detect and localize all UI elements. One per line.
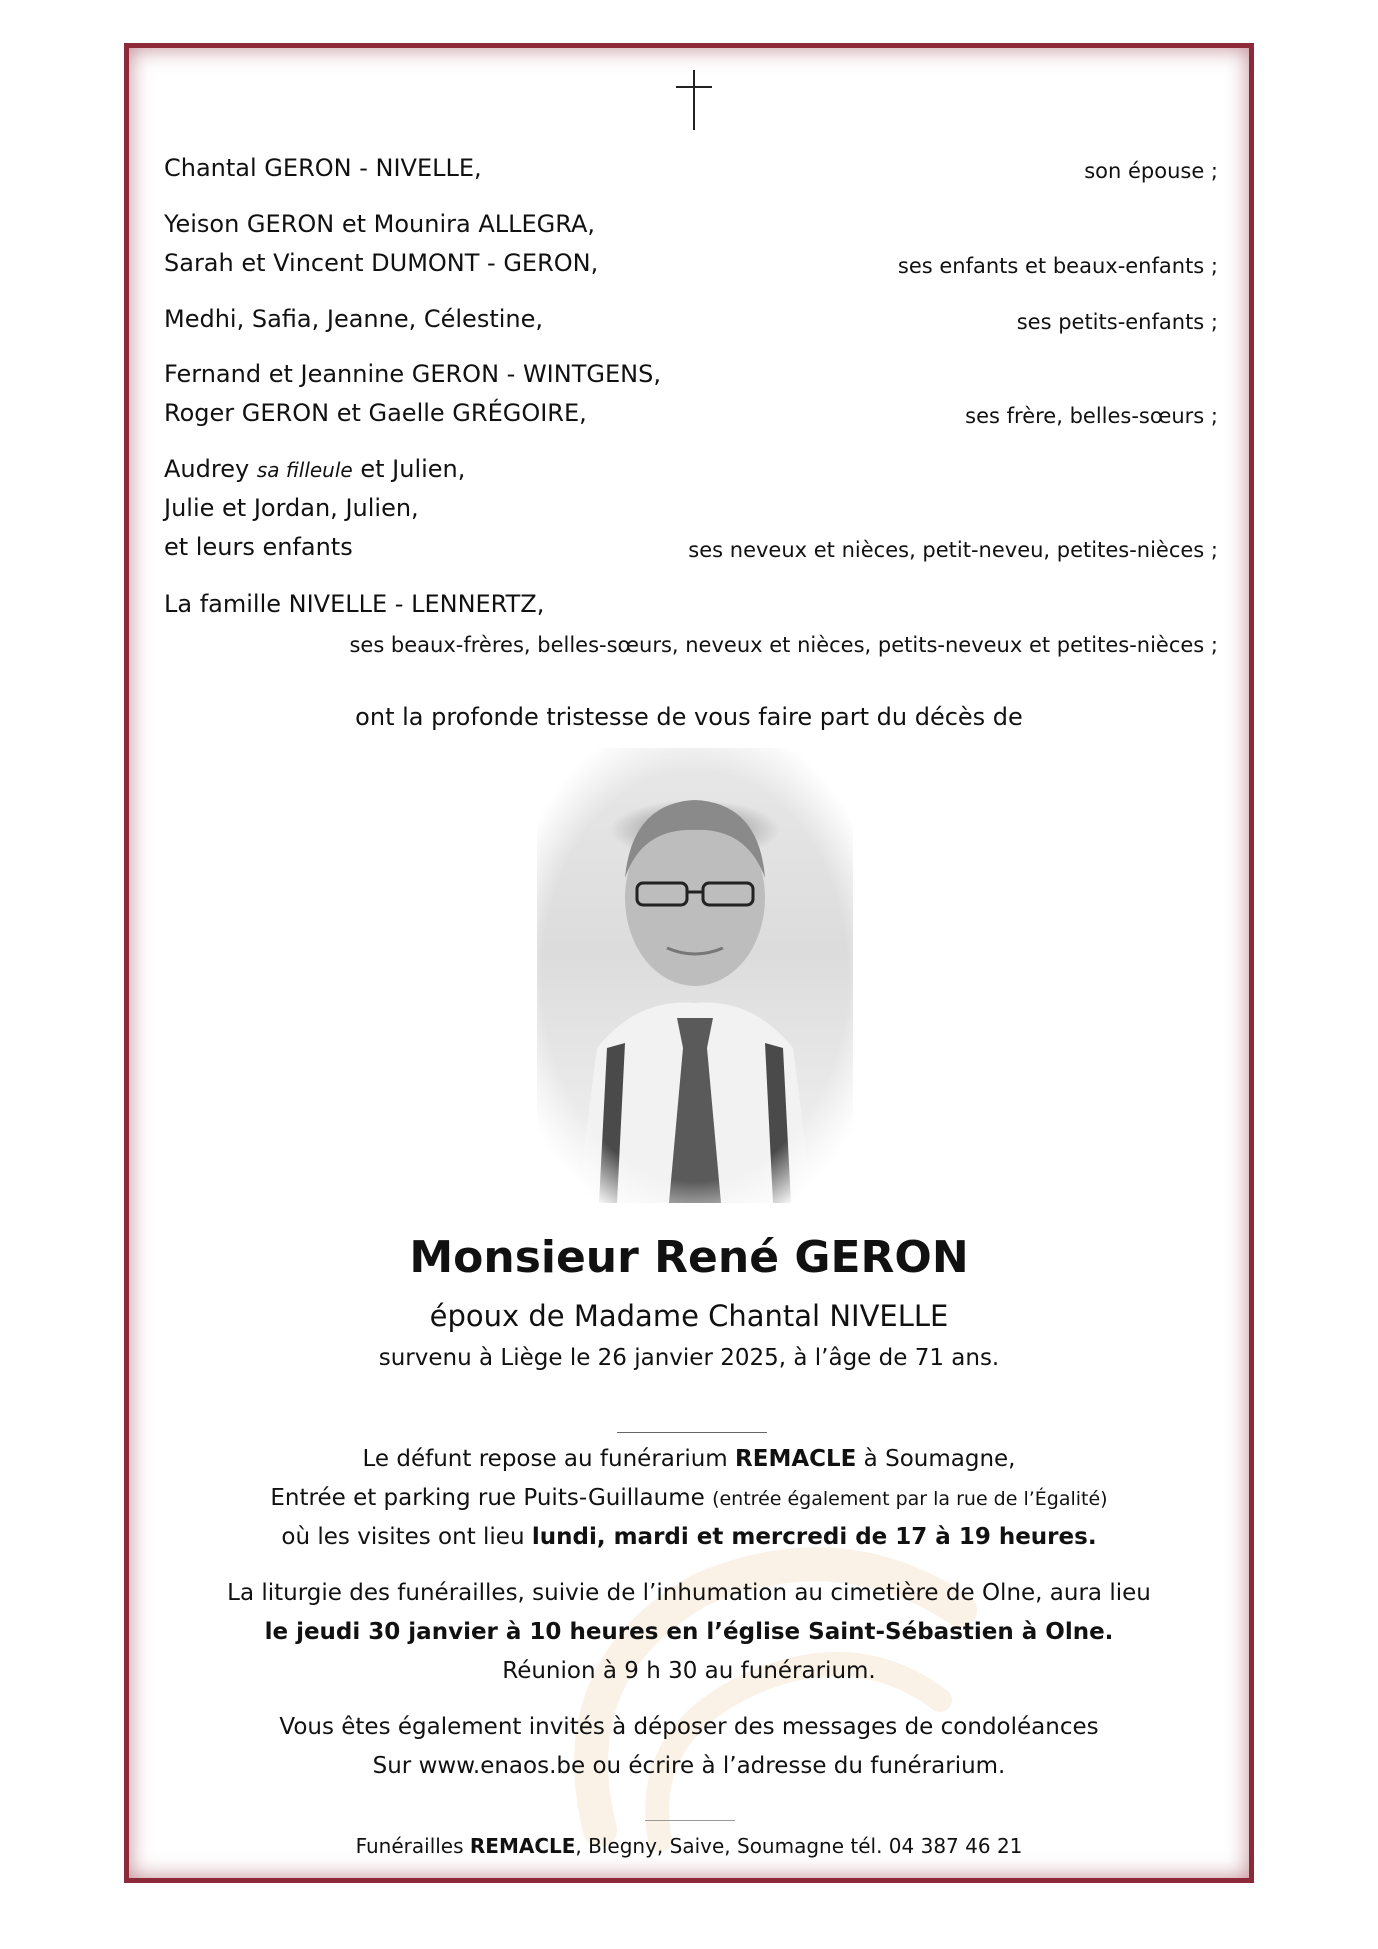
family-line-spouse: Chantal GERON - NIVELLE, [164,154,482,182]
announcement: ont la profonde tristesse de vous faire part du décès de [355,703,1023,731]
funeral-line-2: le jeudi 30 janvier à 10 heures en l’église Saint-Sébastien à Olne. [264,1619,1114,1645]
family-line-sibling-1: Fernand et Jeannine GERON - WINTGENS, [164,360,661,388]
deceased-details: survenu à Liège le 26 janvier 2025, à l’âge de 71 ans. [378,1345,1000,1371]
relation-spouse: son épouse ; [1084,159,1218,183]
visit-line-3: où les visites ont lieu lundi, mardi et mercredi de 17 à 19 heures. [281,1524,1097,1550]
relation-children: ses enfants et beaux-enfants ; [897,254,1218,278]
deceased-name: Monsieur René GERON [409,1232,969,1283]
footer-divider [645,1820,735,1821]
cross-icon [676,70,712,130]
funeral-home-name: REMACLE [735,1446,857,1472]
goddaughter-note: sa filleule [256,458,353,482]
visit-hours: lundi, mardi et mercredi de 17 à 19 heures. [531,1524,1097,1550]
family-line-nephew-3: et leurs enfants [164,533,353,561]
deceased-spouse: époux de Madame Chantal NIVELLE [429,1299,949,1333]
visit-line-1: Le défunt repose au funérarium REMACLE à Soumagne, [362,1446,1016,1472]
family-line-nephew-2: Julie et Jordan, Julien, [164,494,419,522]
family-line-sibling-2: Roger GERON et Gaelle GRÉGOIRE, [164,399,587,427]
family-line-child-1: Yeison GERON et Mounira ALLEGRA, [164,210,596,238]
condolences-line-1: Vous êtes également invités à déposer des messages de condoléances [279,1714,1099,1740]
family-line-grandchildren: Medhi, Safia, Jeanne, Célestine, [164,305,544,333]
section-divider [617,1432,767,1433]
relation-nephews: ses neveux et nièces, petit-neveu, petites-nièces ; [688,538,1218,562]
relation-in-laws: ses beaux-frères, belles-sœurs, neveux et nièces, petits-neveux et petites-nièces ; [349,633,1218,657]
condolences-line-2: Sur www.enaos.be ou écrire à l’adresse du funérarium. [372,1753,1006,1779]
family-line-in-laws: La famille NIVELLE - LENNERTZ, [164,590,545,618]
footer-company: REMACLE [469,1834,576,1858]
visit-entrance-note: (entrée également par la rue de l’Égalité) [712,1488,1108,1510]
deceased-photo [537,748,853,1203]
funeral-line-3: Réunion à 9 h 30 au funérarium. [502,1658,876,1684]
footer: Funérailles REMACLE, Blegny, Saive, Soumagne tél. 04 387 46 21 [355,1834,1023,1858]
relation-grandchildren: ses petits-enfants ; [1016,310,1218,334]
funeral-line-1: La liturgie des funérailles, suivie de l’inhumation au cimetière de Olne, aura lieu [227,1580,1151,1606]
relation-siblings: ses frère, belles-sœurs ; [965,404,1218,428]
family-line-nephew-1: Audrey sa filleule et Julien, [164,455,466,483]
visit-line-2: Entrée et parking rue Puits-Guillaume (entrée également par la rue de l’Égalité) [270,1485,1108,1511]
family-line-child-2: Sarah et Vincent DUMONT - GERON, [164,249,599,277]
